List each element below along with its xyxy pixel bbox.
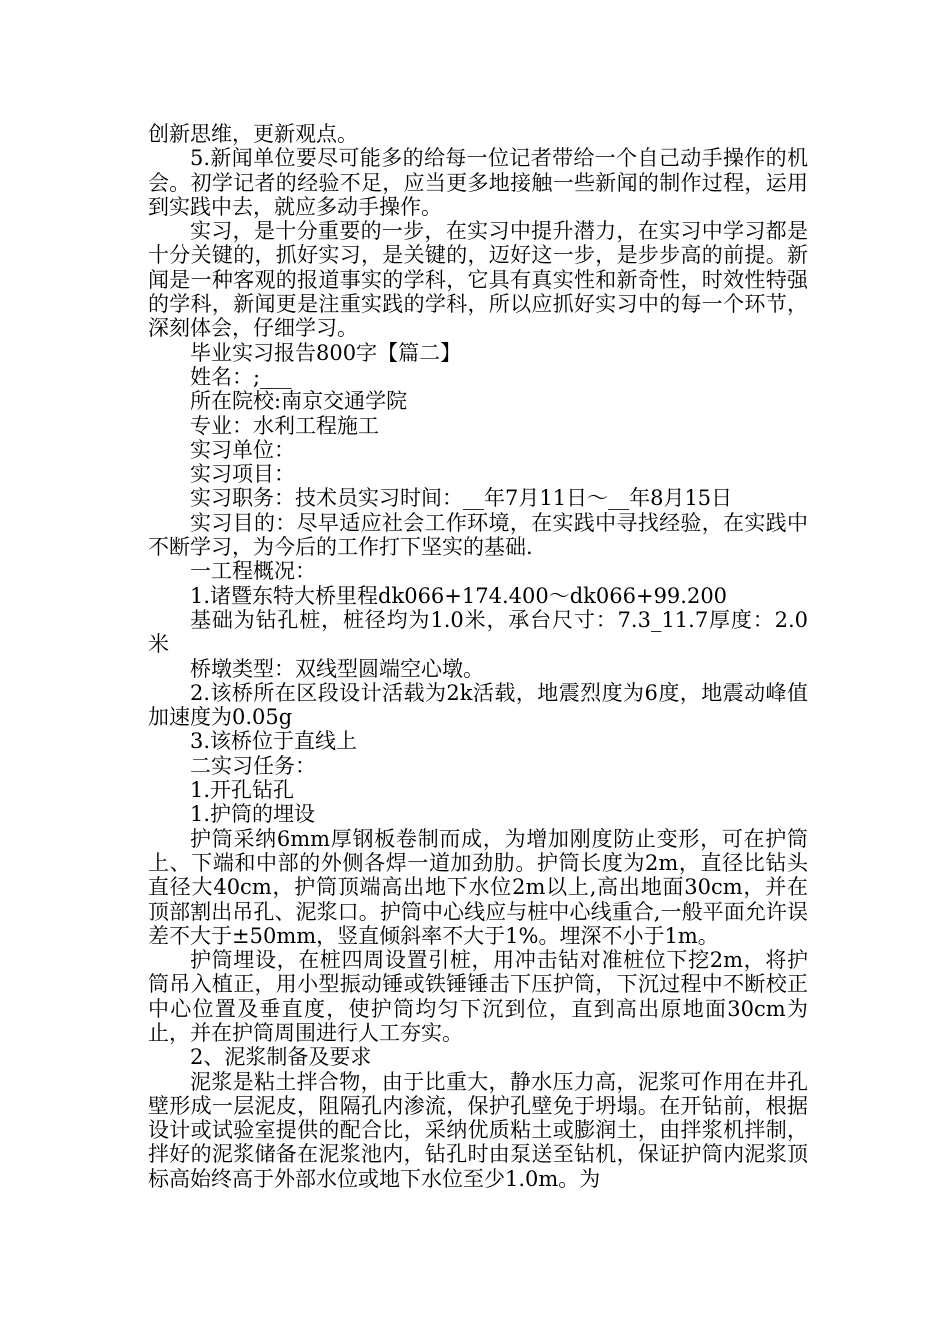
paragraph-casing-material: 护筒采纳6mm厚钢板卷制而成，为增加刚度防止变形，可在护筒上、下端和中部的外侧各焊一道加劲肋。护筒长度为2m，直径比钻头直径大40cm，护筒顶端高出地下水位2m以上,高出地面30cm，并在顶部割出吊孔、泥浆口。护筒中心线应与桩中心线重合,一般平面允许误差不大于±50mm，竖直倾斜率不大于1%。埋深不小于1m。 <box>148 826 808 948</box>
overview-pier-type: 桥墩类型：双线型圆端空心墩。 <box>190 656 484 681</box>
paragraph-intro-end: 创新思维，更新观点。 <box>148 122 358 146</box>
task-item-1: 1.开孔钻孔 <box>190 778 295 803</box>
overview-foundation: 基础为钻孔桩，桩径均为1.0米，承台尺寸：7.3_11.7厚度：2.0米 <box>148 607 808 657</box>
paragraph-mud-preparation: 泥浆是粘土拌合物，由于比重大，静水压力高，泥浆可作用在井孔壁形成一层泥皮，阻隔孔内渗流，保护孔壁免于坍塌。在开钻前，根据设计或试验室提供的配合比，采纳优质粘土或膨润土，由拌浆机拌制，拌好的泥浆储备在泥浆池内，钻孔时由泵送至钻机，保证护筒内泥浆顶标高始终高于外部水位或地下水位至少1.0m。为 <box>148 1069 808 1191</box>
paragraph-casing-embedding: 护筒埋设，在桩四周设置引桩，用冲击钻对准桩位下挖2m，将护筒吊入植正，用小型振动锤或铁锤锤击下压护筒，下沉过程中不断校正中心位置及垂直度，使护筒均匀下沉到位，直到高出原地面30cm为止，并在护筒周围进行人工夯实。 <box>148 948 808 1045</box>
document-page <box>148 122 808 1191</box>
section-heading-tasks: 二实习任务： <box>190 753 316 778</box>
field-name: 姓名：;___ <box>190 364 292 389</box>
section-heading-overview: 一工程概况： <box>190 559 316 584</box>
field-school: 所在院校:南京交通学院 <box>190 389 408 414</box>
overview-item-3: 3.该桥位于直线上 <box>190 729 358 754</box>
paragraph-point-5: 5.新闻单位要尽可能多的给每一位记者带给一个自己动手操作的机会。初学记者的经验不足，应当更多地接触一些新闻的制作过程，运用到实践中去，就应多动手操作。 <box>148 146 808 219</box>
field-project: 实习项目： <box>190 462 295 487</box>
section-heading-part-two: 毕业实习报告800字【篇二】 <box>190 340 462 365</box>
field-unit: 实习单位： <box>190 437 295 462</box>
field-major: 专业：水利工程施工 <box>190 413 379 438</box>
task-subitem-1: 1.护筒的埋设 <box>190 802 316 827</box>
field-position-time: 实习职务：技术员实习时间：__年7月11日～__年8月15日 <box>190 486 733 511</box>
overview-item-1: 1.诸暨东特大桥里程dk066+174.400～dk066+99.200 <box>190 583 728 608</box>
overview-item-2: 2.该桥所在区段设计活载为2k活载，地震烈度为6度，地震动峰值加速度为0.05g <box>148 680 808 730</box>
task-subitem-2: 2、泥浆制备及要求 <box>190 1045 372 1070</box>
field-purpose: 实习目的：尽早适应社会工作环境，在实践中寻找经验，在实践中不断学习，为今后的工作打下坚实的基础. <box>148 510 808 560</box>
paragraph-internship-summary: 实习，是十分重要的一步，在实习中提升潜力，在实习中学习都是十分关键的，抓好实习，是关键的，迈好这一步，是步步高的前提。新闻是一种客观的报道事实的学科，它具有真实性和新奇性，时效性特强的学科，新闻更是注重实践的学科，所以应抓好实习中的每一个环节，深刻体会，仔细学习。 <box>148 219 808 341</box>
